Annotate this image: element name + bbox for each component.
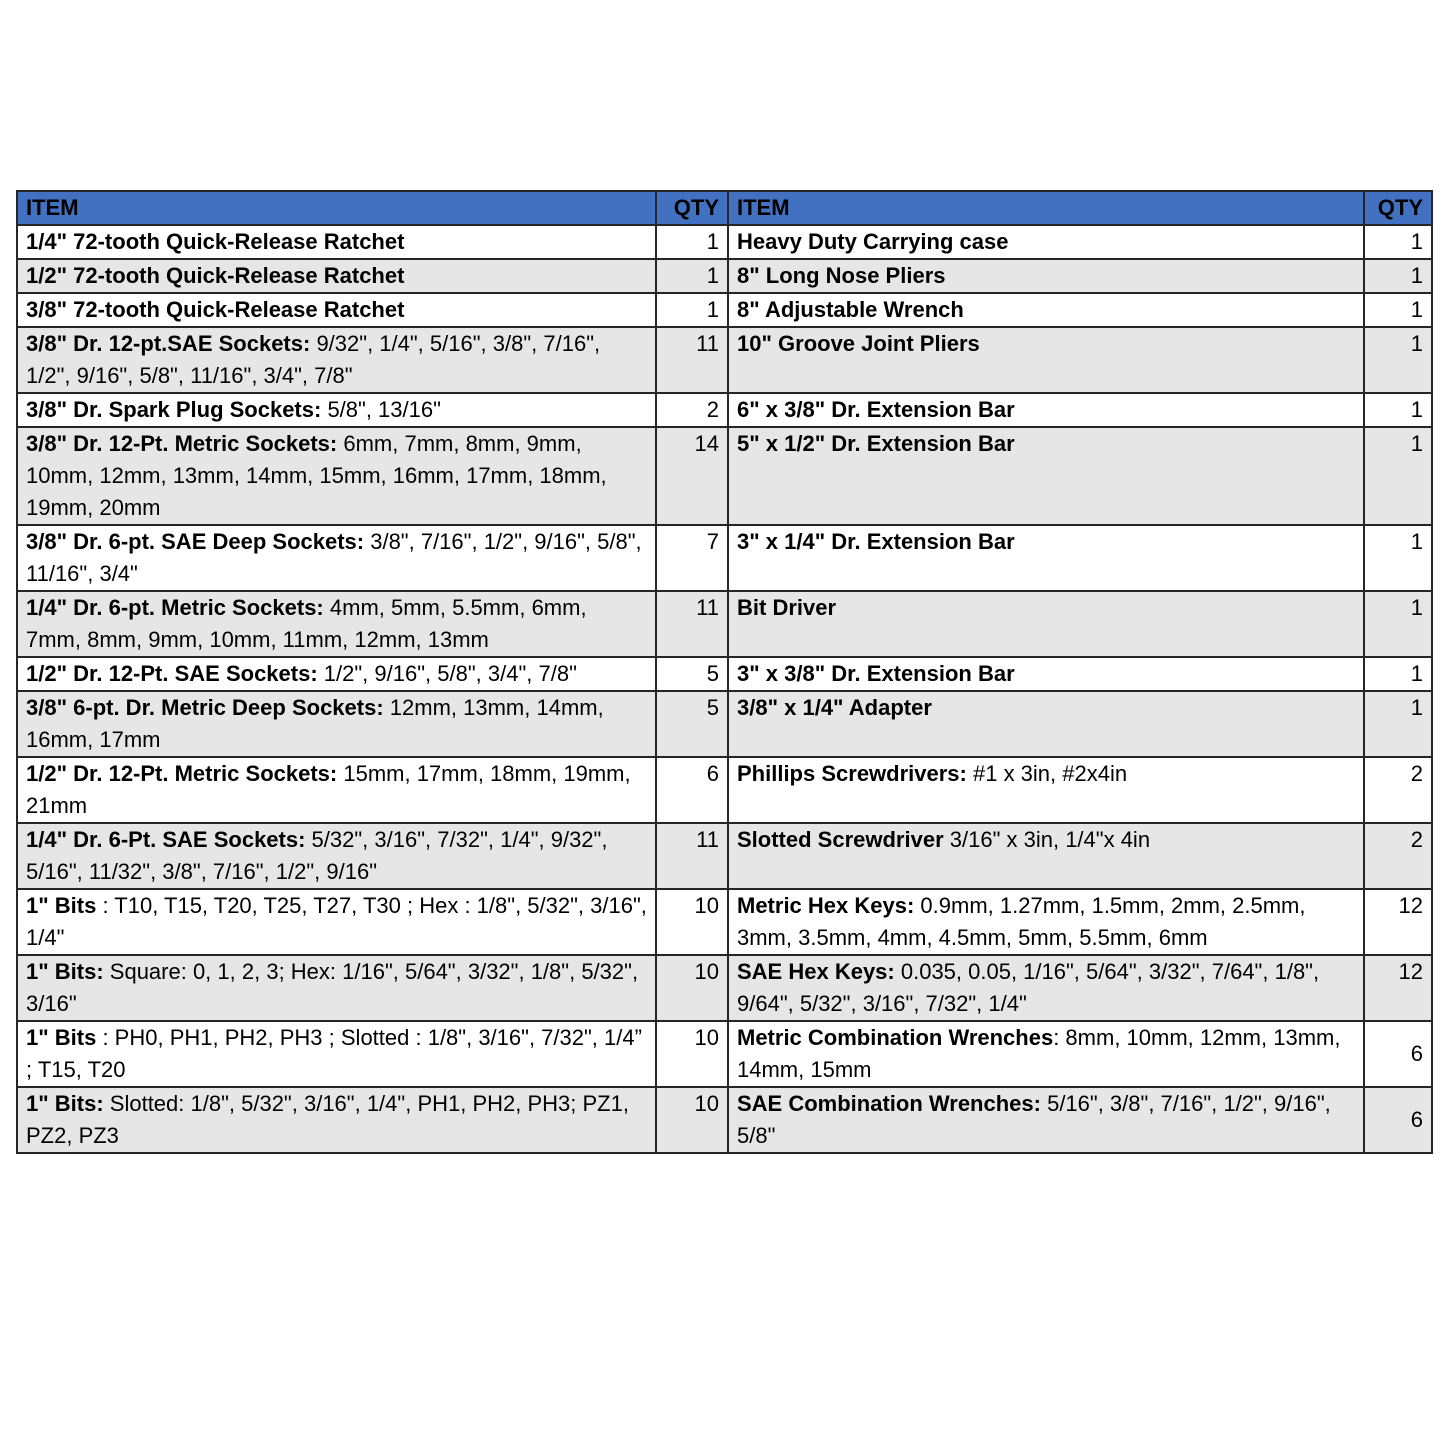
item-detail: 5/8", 13/16": [321, 397, 441, 422]
item-name: 6" x 3/8" Dr. Extension Bar: [737, 397, 1015, 422]
qty-cell-right: 1: [1364, 657, 1432, 691]
tool-kit-contents-table: [16, 190, 1433, 1154]
item-cell-left: [17, 1087, 656, 1153]
item-cell-left: [17, 393, 656, 427]
item-name: Phillips Screwdrivers:: [737, 761, 967, 786]
item-name: Slotted Screwdriver: [737, 827, 944, 852]
item-cell-right: [728, 225, 1364, 259]
qty-cell-right: 12: [1364, 889, 1432, 955]
item-cell-left: [17, 591, 656, 657]
item-cell-right: [728, 955, 1364, 1021]
item-cell-left: [17, 757, 656, 823]
qty-cell-right: 12: [1364, 955, 1432, 1021]
item-detail: 6mm, 7mm, 8mm, 9mm, 10mm, 12mm, 13mm, 14mm, 15mm, 16mm, 17mm, 18mm, 19mm, 20mm: [26, 431, 607, 520]
item-name: 1/2" Dr. 12-Pt. Metric Sockets:: [26, 761, 338, 786]
column-header-qty-right: QTY: [1364, 191, 1432, 225]
item-name: 3/8" Dr. 12-pt.SAE Sockets:: [26, 331, 311, 356]
item-cell-right: [728, 757, 1364, 823]
qty-cell-left: 5: [656, 691, 728, 757]
item-cell-left: [17, 691, 656, 757]
table-row: [17, 691, 1432, 757]
table-row: [17, 225, 1432, 259]
qty-cell-left: 11: [656, 327, 728, 393]
item-name: Metric Combination Wrenches: [737, 1025, 1054, 1050]
column-header-item-right: ITEM: [728, 191, 1364, 225]
header-row: [17, 191, 1432, 225]
item-detail: : PH0, PH1, PH2, PH3 ; Slotted : 1/8", 3/16", 7/32", 1/4” ; T15, T20: [26, 1025, 642, 1082]
item-name: 10" Groove Joint Pliers: [737, 331, 980, 356]
qty-cell-right: 1: [1364, 225, 1432, 259]
qty-cell-right: 1: [1364, 691, 1432, 757]
qty-cell-left: 10: [656, 955, 728, 1021]
table-row: [17, 1087, 1432, 1153]
item-cell-right: [728, 691, 1364, 757]
item-cell-left: [17, 427, 656, 525]
table-row: [17, 657, 1432, 691]
qty-cell-left: 7: [656, 525, 728, 591]
item-name: 1/2" 72-tooth Quick-Release Ratchet: [26, 263, 405, 288]
qty-cell-left: 11: [656, 591, 728, 657]
item-name: 1/2" Dr. 12-Pt. SAE Sockets:: [26, 661, 318, 686]
item-detail: 0.035, 0.05, 1/16", 5/64", 3/32", 7/64", 1/8", 9/64", 5/32", 3/16", 7/32", 1/4": [737, 959, 1320, 1016]
item-name: Bit Driver: [737, 595, 837, 620]
column-header-item-left: ITEM: [17, 191, 656, 225]
qty-cell-right: 1: [1364, 591, 1432, 657]
item-name: Metric Hex Keys:: [737, 893, 915, 918]
item-cell-left: [17, 1021, 656, 1087]
item-detail: 12mm, 13mm, 14mm, 16mm, 17mm: [26, 695, 604, 752]
item-name: 8" Adjustable Wrench: [737, 297, 964, 322]
item-cell-right: [728, 591, 1364, 657]
qty-cell-left: 1: [656, 293, 728, 327]
item-name: 5" x 1/2" Dr. Extension Bar: [737, 431, 1015, 456]
qty-cell-right: 1: [1364, 427, 1432, 525]
item-detail: Square: 0, 1, 2, 3; Hex: 1/16", 5/64", 3/32", 1/8", 5/32", 3/16": [26, 959, 639, 1016]
item-name: 3/8" Dr. Spark Plug Sockets:: [26, 397, 322, 422]
qty-cell-right: 1: [1364, 393, 1432, 427]
table-row: [17, 393, 1432, 427]
item-cell-left: [17, 955, 656, 1021]
item-name: 1/4" Dr. 6-Pt. SAE Sockets:: [26, 827, 306, 852]
qty-cell-left: 1: [656, 259, 728, 293]
item-detail: #1 x 3in, #2x4in: [966, 761, 1128, 786]
table-row: [17, 955, 1432, 1021]
qty-cell-right: 1: [1364, 327, 1432, 393]
item-name: 3/8" 6-pt. Dr. Metric Deep Sockets:: [26, 695, 384, 720]
table-row: [17, 591, 1432, 657]
item-name: SAE Hex Keys:: [737, 959, 895, 984]
item-cell-left: [17, 225, 656, 259]
qty-cell-left: 14: [656, 427, 728, 525]
qty-cell-left: 2: [656, 393, 728, 427]
qty-cell-right: 2: [1364, 823, 1432, 889]
qty-cell-right: 6: [1364, 1087, 1432, 1153]
column-header-qty-left: QTY: [656, 191, 728, 225]
item-name: 3" x 3/8" Dr. Extension Bar: [737, 661, 1015, 686]
qty-cell-right: 1: [1364, 259, 1432, 293]
item-detail: 1/2", 9/16", 5/8", 3/4", 7/8": [317, 661, 577, 686]
table-row: [17, 1021, 1432, 1087]
table-row: [17, 327, 1432, 393]
item-name: SAE Combination Wrenches:: [737, 1091, 1041, 1116]
item-detail: Slotted: 1/8", 5/32", 3/16", 1/4", PH1, PH2, PH3; PZ1, PZ2, PZ3: [26, 1091, 629, 1148]
item-name: Heavy Duty Carrying case: [737, 229, 1009, 254]
item-name: 3/8" 72-tooth Quick-Release Ratchet: [26, 297, 405, 322]
item-cell-right: [728, 1021, 1364, 1087]
qty-cell-right: 1: [1364, 293, 1432, 327]
item-name: 1" Bits:: [26, 1091, 104, 1116]
item-detail: 5/32", 3/16", 7/32", 1/4", 9/32", 5/16", 11/32", 3/8", 7/16", 1/2", 9/16": [26, 827, 608, 884]
table-row: [17, 889, 1432, 955]
item-cell-right: [728, 427, 1364, 525]
qty-cell-right: 1: [1364, 525, 1432, 591]
item-name: 3" x 1/4" Dr. Extension Bar: [737, 529, 1015, 554]
item-name: 1/4" Dr. 6-pt. Metric Sockets:: [26, 595, 324, 620]
item-name: 1" Bits: [26, 1025, 97, 1050]
table-row: [17, 293, 1432, 327]
item-cell-right: [728, 259, 1364, 293]
item-detail: 0.9mm, 1.27mm, 1.5mm, 2mm, 2.5mm, 3mm, 3.5mm, 4mm, 4.5mm, 5mm, 5.5mm, 6mm: [737, 893, 1306, 950]
item-detail: 15mm, 17mm, 18mm, 19mm, 21mm: [26, 761, 631, 818]
qty-cell-left: 11: [656, 823, 728, 889]
item-name: 1" Bits: [26, 893, 97, 918]
item-cell-right: [728, 823, 1364, 889]
item-detail: 3/8", 7/16", 1/2", 9/16", 5/8", 11/16", 3/4": [26, 529, 642, 586]
item-name: 1" Bits:: [26, 959, 104, 984]
item-detail: : 8mm, 10mm, 12mm, 13mm, 14mm, 15mm: [737, 1025, 1341, 1082]
item-name: 3/8" Dr. 12-Pt. Metric Sockets:: [26, 431, 338, 456]
item-cell-right: [728, 657, 1364, 691]
item-detail: 4mm, 5mm, 5.5mm, 6mm, 7mm, 8mm, 9mm, 10mm, 11mm, 12mm, 13mm: [26, 595, 587, 652]
table-row: [17, 427, 1432, 525]
item-cell-left: [17, 823, 656, 889]
item-cell-left: [17, 327, 656, 393]
qty-cell-left: 6: [656, 757, 728, 823]
item-cell-right: [728, 293, 1364, 327]
qty-cell-left: 5: [656, 657, 728, 691]
qty-cell-left: 10: [656, 889, 728, 955]
item-name: 8" Long Nose Pliers: [737, 263, 946, 288]
qty-cell-left: 10: [656, 1021, 728, 1087]
table-row: [17, 259, 1432, 293]
item-cell-left: [17, 293, 656, 327]
item-cell-right: [728, 525, 1364, 591]
item-cell-right: [728, 889, 1364, 955]
qty-cell-right: 2: [1364, 757, 1432, 823]
item-name: 3/8" Dr. 6-pt. SAE Deep Sockets:: [26, 529, 365, 554]
item-detail: 3/16" x 3in, 1/4"x 4in: [943, 827, 1151, 852]
item-name: 3/8" x 1/4" Adapter: [737, 695, 932, 720]
table-body: [17, 225, 1432, 1153]
item-cell-left: [17, 889, 656, 955]
qty-cell-left: 1: [656, 225, 728, 259]
item-cell-left: [17, 657, 656, 691]
table-row: [17, 757, 1432, 823]
item-cell-left: [17, 525, 656, 591]
item-cell-right: [728, 327, 1364, 393]
table-row: [17, 525, 1432, 591]
qty-cell-right: 6: [1364, 1021, 1432, 1087]
item-detail: 9/32", 1/4", 5/16", 3/8", 7/16", 1/2", 9/16", 5/8", 11/16", 3/4", 7/8": [26, 331, 601, 388]
qty-cell-left: 10: [656, 1087, 728, 1153]
table-row: [17, 823, 1432, 889]
item-detail: : T10, T15, T20, T25, T27, T30 ; Hex : 1/8", 5/32", 3/16", 1/4": [26, 893, 647, 950]
item-detail: 5/16", 3/8", 7/16", 1/2", 9/16", 5/8": [737, 1091, 1331, 1148]
item-cell-right: [728, 1087, 1364, 1153]
item-name: 1/4" 72-tooth Quick-Release Ratchet: [26, 229, 405, 254]
item-cell-right: [728, 393, 1364, 427]
item-cell-left: [17, 259, 656, 293]
